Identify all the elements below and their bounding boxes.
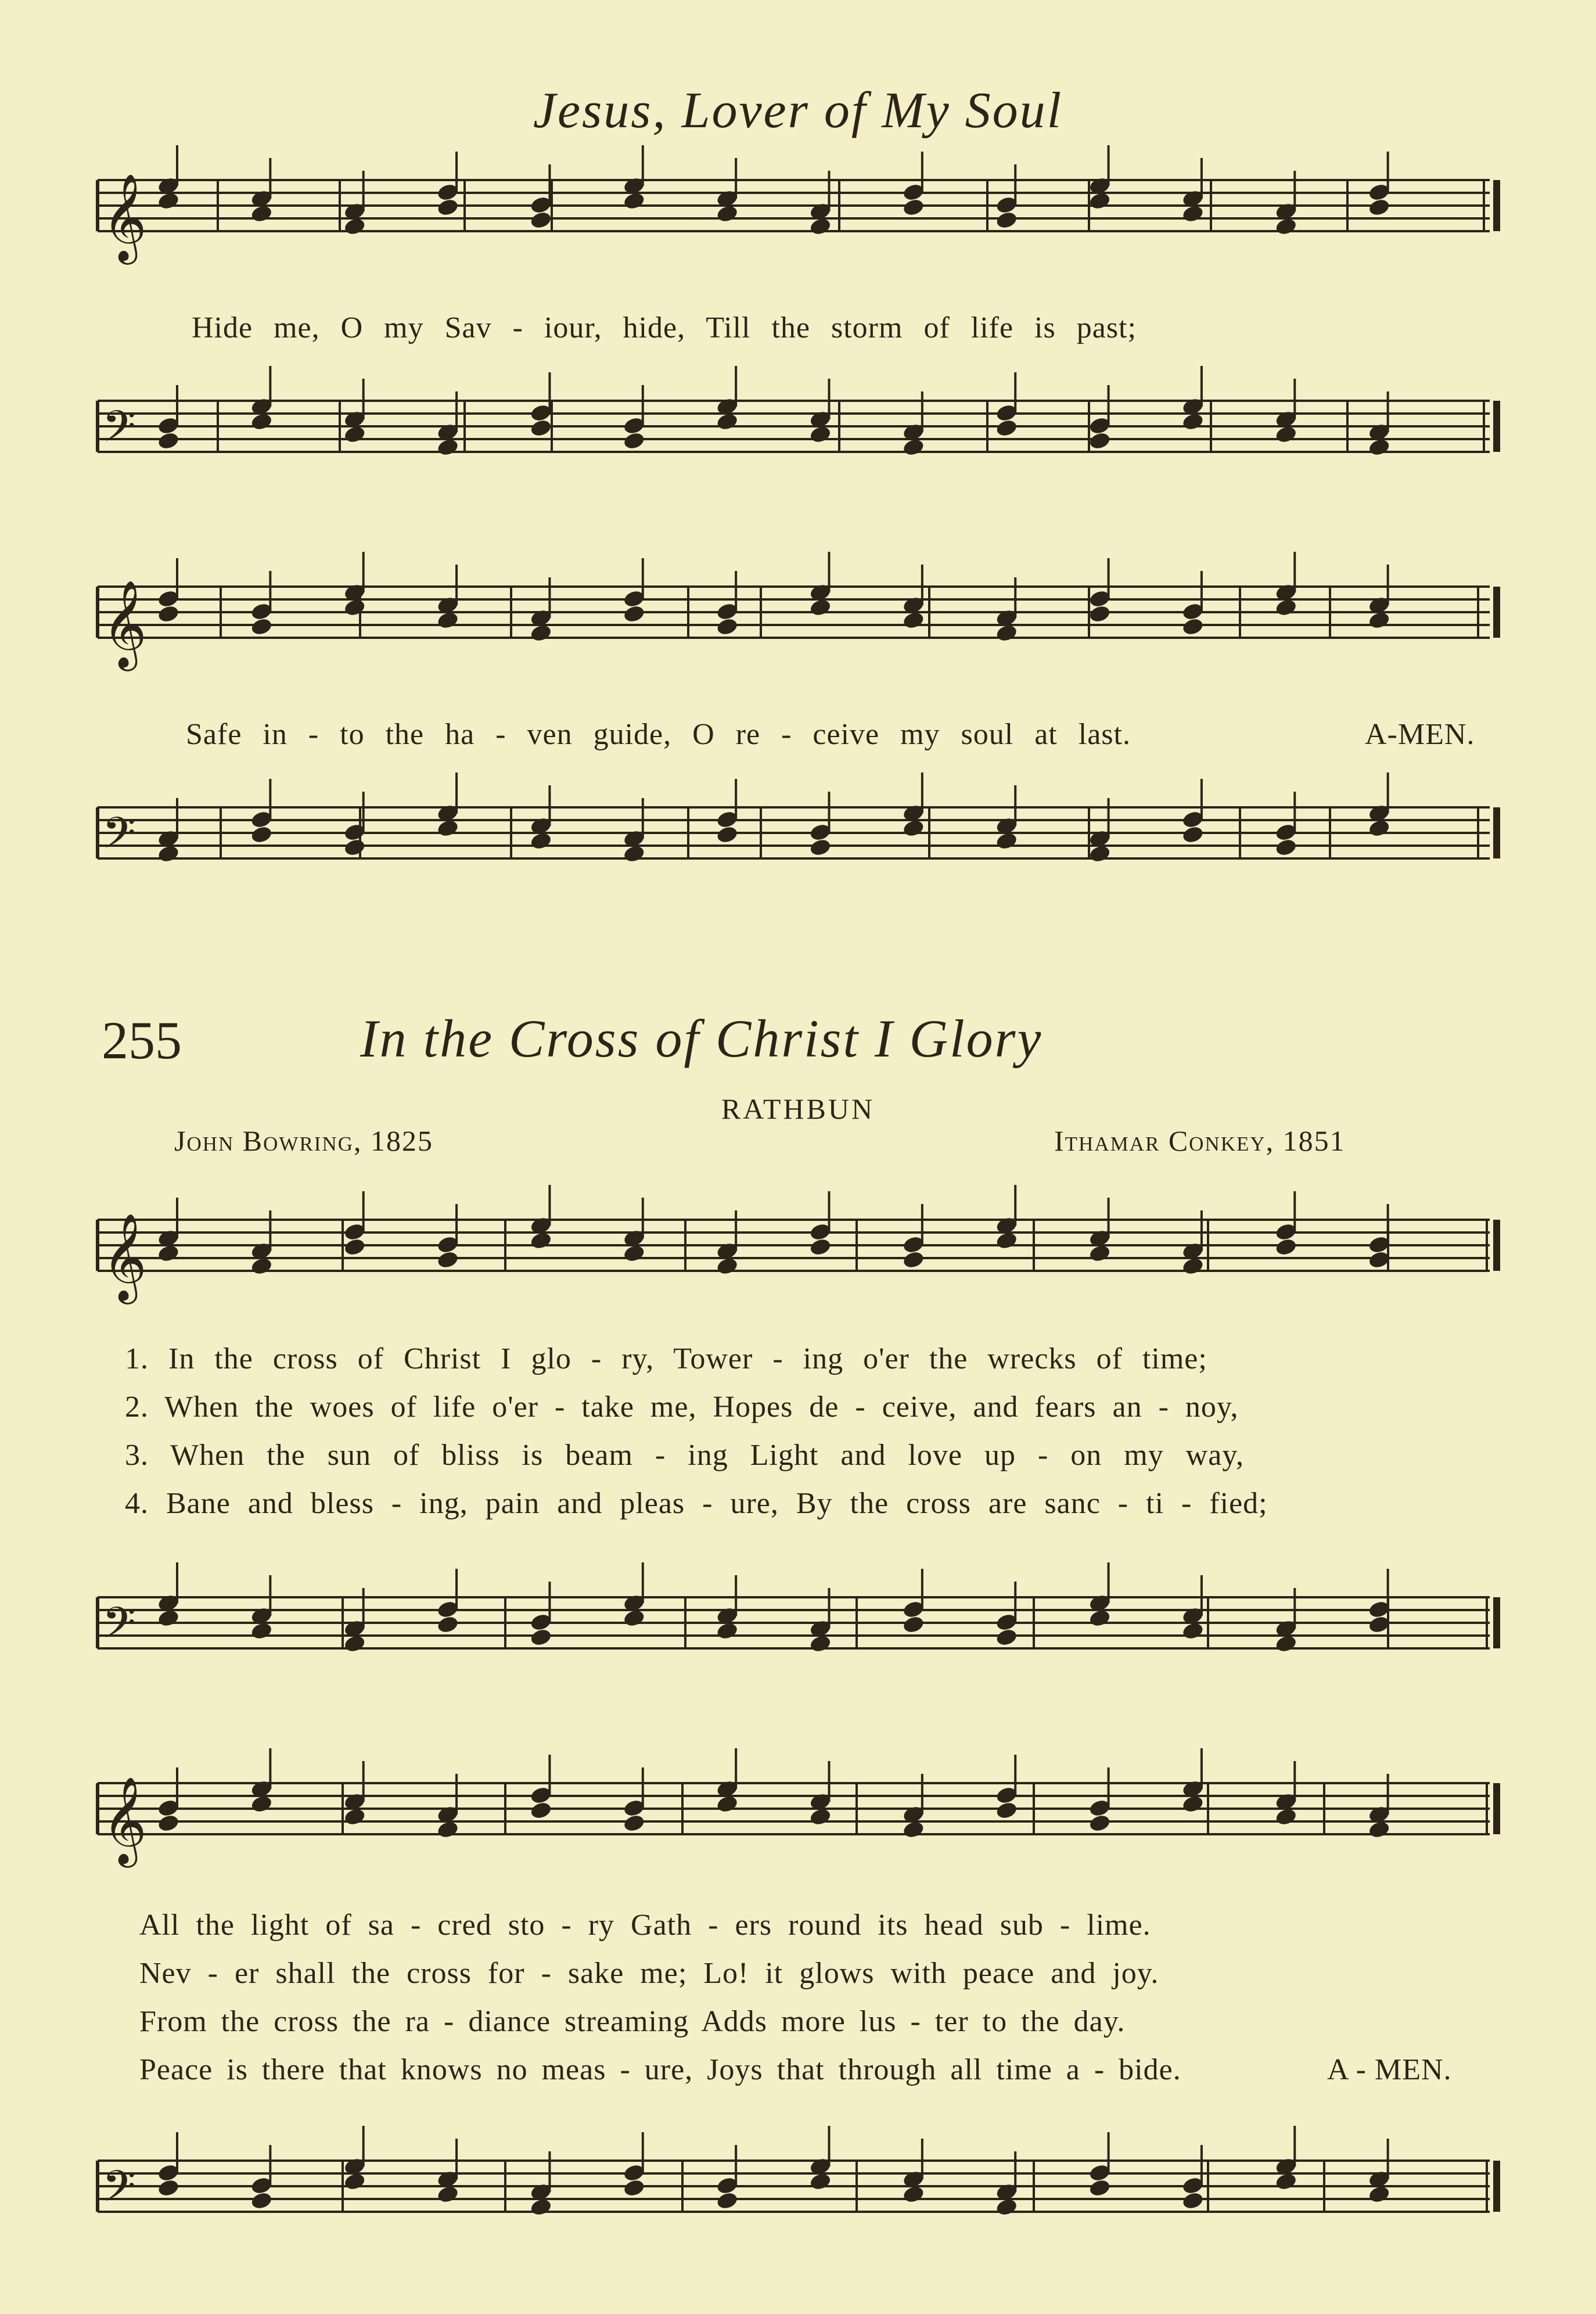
note-head	[1088, 844, 1111, 864]
note-head	[623, 2178, 646, 2198]
treble-clef-icon: 𝄞	[102, 173, 147, 261]
author: John Bowring, 1825	[174, 1124, 433, 1157]
note-head	[995, 1231, 1018, 1251]
bass-clef-icon: 𝄢	[102, 401, 136, 462]
note-head	[436, 2184, 459, 2204]
note-head	[623, 1608, 646, 1628]
note-head	[1088, 1813, 1111, 1833]
note-head	[1274, 1634, 1297, 1654]
note-head	[808, 2172, 832, 2191]
note-head	[1181, 1794, 1205, 1814]
note-head	[1274, 838, 1297, 857]
note-head	[902, 1615, 925, 1634]
note-head	[157, 1813, 180, 1833]
note-head	[1368, 818, 1391, 838]
note-head	[529, 210, 552, 230]
verse-1-part-2: All the light of sa - cred sto - ry Gath - ers round its head sub - lime.	[139, 1909, 1151, 1942]
note-head	[343, 217, 366, 236]
note-head	[716, 204, 739, 224]
hymn-title-top: Jesus, Lover of My Soul	[533, 82, 1063, 139]
note-head	[157, 1608, 180, 1628]
note-head	[902, 1250, 925, 1270]
note-head	[995, 623, 1018, 643]
note-head	[808, 217, 832, 236]
note-head	[529, 1801, 552, 1820]
bass-clef-icon: 𝄢	[102, 2161, 136, 2222]
note-head	[1181, 204, 1205, 224]
note-head	[1274, 1807, 1297, 1827]
note-head	[995, 1627, 1018, 1647]
note-head	[529, 623, 552, 643]
note-head	[716, 1621, 739, 1641]
note-head	[1274, 217, 1297, 236]
treble-clef-icon: 𝄞	[102, 579, 147, 667]
note-head	[716, 412, 739, 432]
note-head	[436, 610, 459, 630]
note-head	[343, 1237, 366, 1257]
verse-2-part-2: Nev - er shall the cross for - sake me; Lo! it glows with peace and joy.	[139, 1957, 1159, 1990]
note-head	[808, 838, 832, 857]
note-head	[623, 431, 646, 451]
note-head	[902, 818, 925, 838]
composer: Ithamar Conkey, 1851	[1054, 1124, 1346, 1157]
note-head	[529, 1231, 552, 1251]
note-head	[157, 2178, 180, 2198]
treble-clef-icon: 𝄞	[102, 1776, 147, 1864]
note-head	[157, 604, 180, 624]
note-head	[1274, 598, 1297, 617]
note-head	[1274, 2172, 1297, 2191]
note-head	[436, 1250, 459, 1270]
note-head	[1088, 1608, 1111, 1628]
note-head	[250, 1621, 273, 1641]
note-head	[250, 412, 273, 432]
note-head	[1181, 1256, 1205, 1276]
note-head	[343, 1807, 366, 1827]
verse-4-part-1: 4. Bane and bless - ing, pain and pleas - ure, By the cross are sanc - ti - fied;	[125, 1487, 1268, 1520]
bass-clef-icon: 𝄢	[102, 808, 136, 869]
note-head	[623, 844, 646, 864]
note-head	[902, 197, 925, 217]
note-head	[250, 1256, 273, 1276]
note-head	[343, 2172, 366, 2191]
note-head	[808, 1237, 832, 1257]
note-head	[1088, 604, 1111, 624]
note-head	[1181, 412, 1205, 432]
note-head	[902, 2184, 925, 2204]
note-head	[623, 604, 646, 624]
note-head	[1181, 1621, 1205, 1641]
amen-top: A-MEN.	[1365, 718, 1475, 751]
verse-1-part-1: 1. In the cross of Christ I glo - ry, Tower - ing o'er the wrecks of time;	[125, 1342, 1207, 1375]
note-head	[995, 831, 1018, 851]
note-head	[436, 197, 459, 217]
note-head	[1088, 1244, 1111, 1263]
lyric-line-top-1: Hide me, O my Sav - iour, hide, Till the storm of life is past;	[192, 311, 1137, 344]
note-head	[995, 418, 1018, 438]
tune-name: RATHBUN	[721, 1093, 875, 1125]
verse-3-part-1: 3. When the sun of bliss is beam - ing Light and love up - on my way,	[125, 1439, 1245, 1472]
note-head	[436, 818, 459, 838]
note-head	[623, 1244, 646, 1263]
note-head	[623, 191, 646, 211]
note-head	[808, 1634, 832, 1654]
treble-clef-icon: 𝄞	[102, 1212, 147, 1300]
note-head	[250, 2191, 273, 2211]
note-head	[902, 1820, 925, 1839]
note-head	[529, 418, 552, 438]
note-head	[1181, 617, 1205, 637]
note-head	[1088, 431, 1111, 451]
note-head	[343, 1634, 366, 1654]
lyric-line-top-2: Safe in - to the ha - ven guide, O re - ceive my soul at last.	[186, 718, 1131, 751]
note-head	[250, 204, 273, 224]
note-head	[716, 1794, 739, 1814]
hymn-number: 255	[102, 1011, 182, 1070]
note-head	[1368, 610, 1391, 630]
note-head	[157, 431, 180, 451]
note-head	[623, 1813, 646, 1833]
note-head	[529, 831, 552, 851]
note-head	[716, 2191, 739, 2211]
note-head	[995, 2197, 1018, 2217]
note-head	[1274, 1237, 1297, 1257]
bass-clef-icon: 𝄢	[102, 1598, 136, 1659]
note-head	[157, 844, 180, 864]
note-head	[343, 838, 366, 857]
note-head	[716, 1256, 739, 1276]
verse-2-part-1: 2. When the woes of life o'er - take me, Hopes de - ceive, and fears an - noy,	[125, 1390, 1239, 1424]
note-head	[157, 1244, 180, 1263]
note-head	[716, 617, 739, 637]
note-head	[1368, 2184, 1391, 2204]
note-head	[529, 1627, 552, 1647]
note-head	[250, 617, 273, 637]
note-head	[716, 825, 739, 845]
note-head	[250, 1794, 273, 1814]
note-head	[808, 1807, 832, 1827]
note-head	[250, 825, 273, 845]
note-head	[157, 191, 180, 211]
note-head	[1274, 425, 1297, 444]
note-head	[1368, 437, 1391, 457]
note-head	[995, 210, 1018, 230]
verse-3-part-2: From the cross the ra - diance streaming Adds more lus - ter to the day.	[139, 2005, 1126, 2038]
note-head	[1088, 191, 1111, 211]
amen-255: A - MEN.	[1327, 2053, 1452, 2086]
note-head	[343, 425, 366, 444]
verse-4-part-2: Peace is there that knows no meas - ure, Joys that through all time a - bide.	[139, 2053, 1181, 2086]
note-head	[436, 1820, 459, 1839]
note-head	[808, 598, 832, 617]
note-head	[995, 1801, 1018, 1820]
note-head	[1088, 2178, 1111, 2198]
note-head	[529, 2197, 552, 2217]
note-head	[436, 437, 459, 457]
note-head	[343, 598, 366, 617]
note-head	[1368, 197, 1391, 217]
note-head	[436, 1615, 459, 1634]
note-head	[902, 437, 925, 457]
note-head	[1368, 1820, 1391, 1839]
note-head	[902, 610, 925, 630]
hymn-title: In the Cross of Christ I Glory	[360, 1009, 1043, 1068]
note-head	[1181, 2191, 1205, 2211]
note-head	[808, 425, 832, 444]
note-head	[1181, 825, 1205, 845]
